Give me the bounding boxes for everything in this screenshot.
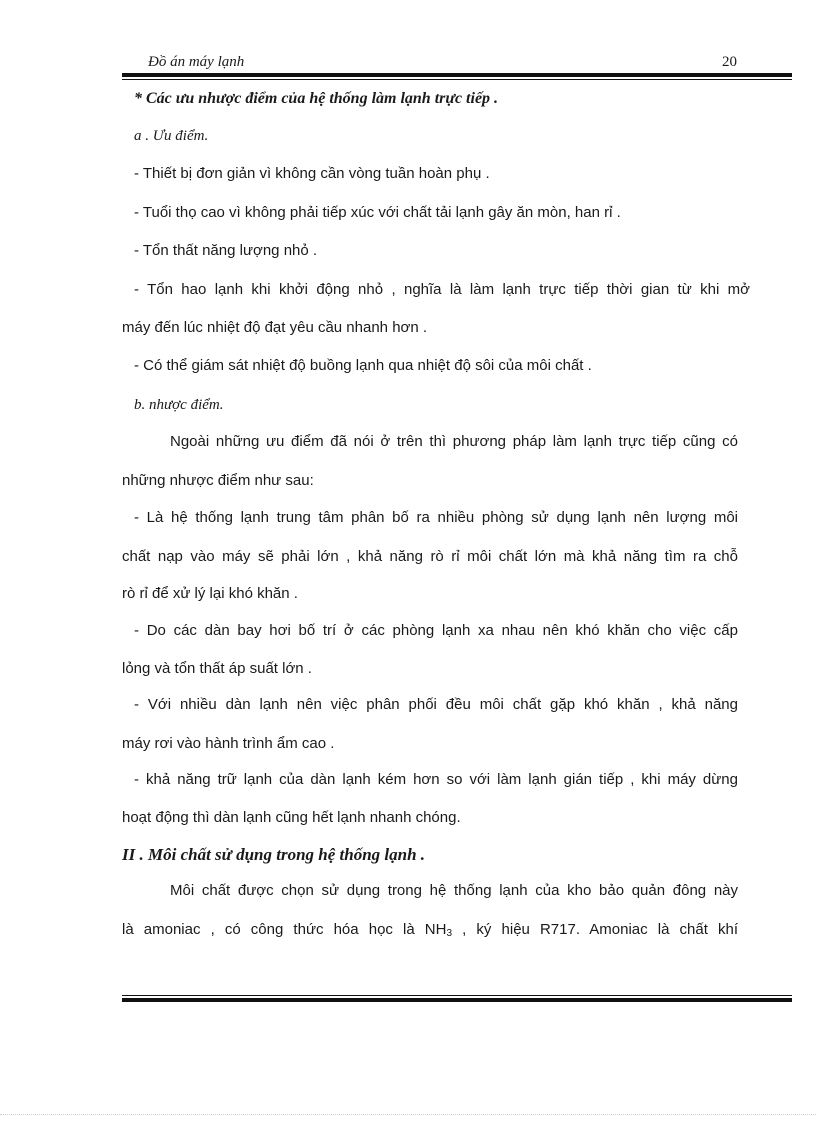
header-rule-thick: [122, 73, 792, 77]
header-title: Đồ án máy lạnh: [148, 54, 245, 70]
section-heading: * Các ưu nhược điểm của hệ thống làm lạnh trực tiếp .: [134, 90, 499, 107]
paragraph-line: Môi chất được chọn sử dụng trong hệ thống lạnh của kho bảo quản đông này: [170, 882, 738, 899]
header-rule-thin: [122, 79, 792, 80]
list-item-continuation: lỏng và tổn thất áp suất lớn .: [122, 660, 312, 677]
page-bottom-dotted-line: [0, 1114, 816, 1115]
list-item-continuation: máy đến lúc nhiệt độ đạt yêu cầu nhanh hơn .: [122, 319, 428, 336]
list-item: - Tổn thất năng lượng nhỏ .: [134, 242, 318, 259]
list-item-continuation: chất nạp vào máy sẽ phải lớn , khả năng rò rỉ môi chất lớn mà khả năng tìm ra chỗ: [122, 548, 738, 565]
list-item-continuation: hoạt động thì dàn lạnh cũng hết lạnh nhanh chóng.: [122, 809, 461, 826]
subheading-advantages: a . Ưu điểm.: [134, 128, 209, 144]
footer-rule-thin: [122, 995, 792, 996]
list-item: - Tổn hao lạnh khi khởi động nhỏ , nghĩa là làm lạnh trực tiếp thời gian từ khi mở: [134, 281, 750, 298]
list-item: - Do các dàn bay hơi bố trí ở các phòng lạnh xa nhau nên khó khăn cho việc cấp: [134, 622, 738, 639]
list-item: - Là hệ thống lạnh trung tâm phân bố ra nhiều phòng sử dụng lạnh nên lượng môi: [134, 509, 738, 526]
page-number: 20: [722, 54, 737, 70]
paragraph-line: những nhược điểm như sau:: [122, 472, 314, 489]
list-item: - Với nhiều dàn lạnh nên việc phân phối đều môi chất gặp khó khăn , khả năng: [134, 696, 738, 713]
list-item-continuation: máy rơi vào hành trình ẩm cao .: [122, 735, 335, 752]
paragraph-text: , ký hiệu R717. Amoniac là chất khí: [452, 921, 738, 938]
list-item: - Thiết bị đơn giản vì không cần vòng tuần hoàn phụ .: [134, 165, 490, 182]
paragraph-line: Ngoài những ưu điểm đã nói ở trên thì phương pháp làm lạnh trực tiếp cũng có: [170, 433, 738, 450]
list-item-continuation: rò rỉ để xử lý lại khó khăn .: [122, 585, 298, 602]
footer-rule-thick: [122, 998, 792, 1002]
list-item: - Tuổi thọ cao vì không phải tiếp xúc với chất tải lạnh gây ăn mòn, han rỉ .: [134, 204, 621, 221]
list-item: - khả năng trữ lạnh của dàn lạnh kém hơn so với làm lạnh gián tiếp , khi máy dừng: [134, 771, 738, 788]
list-item: - Có thể giám sát nhiệt độ buồng lạnh qua nhiệt độ sôi của môi chất .: [134, 357, 592, 374]
paragraph-line: [122, 921, 738, 939]
subheading-disadvantages: b. nhược điểm.: [134, 397, 224, 413]
section2-heading: II . Môi chất sử dụng trong hệ thống lạnh .: [122, 845, 426, 864]
formula-subscript: 3: [446, 928, 453, 939]
formula-text: là amoniac , có công thức hóa học là NH: [122, 921, 447, 938]
